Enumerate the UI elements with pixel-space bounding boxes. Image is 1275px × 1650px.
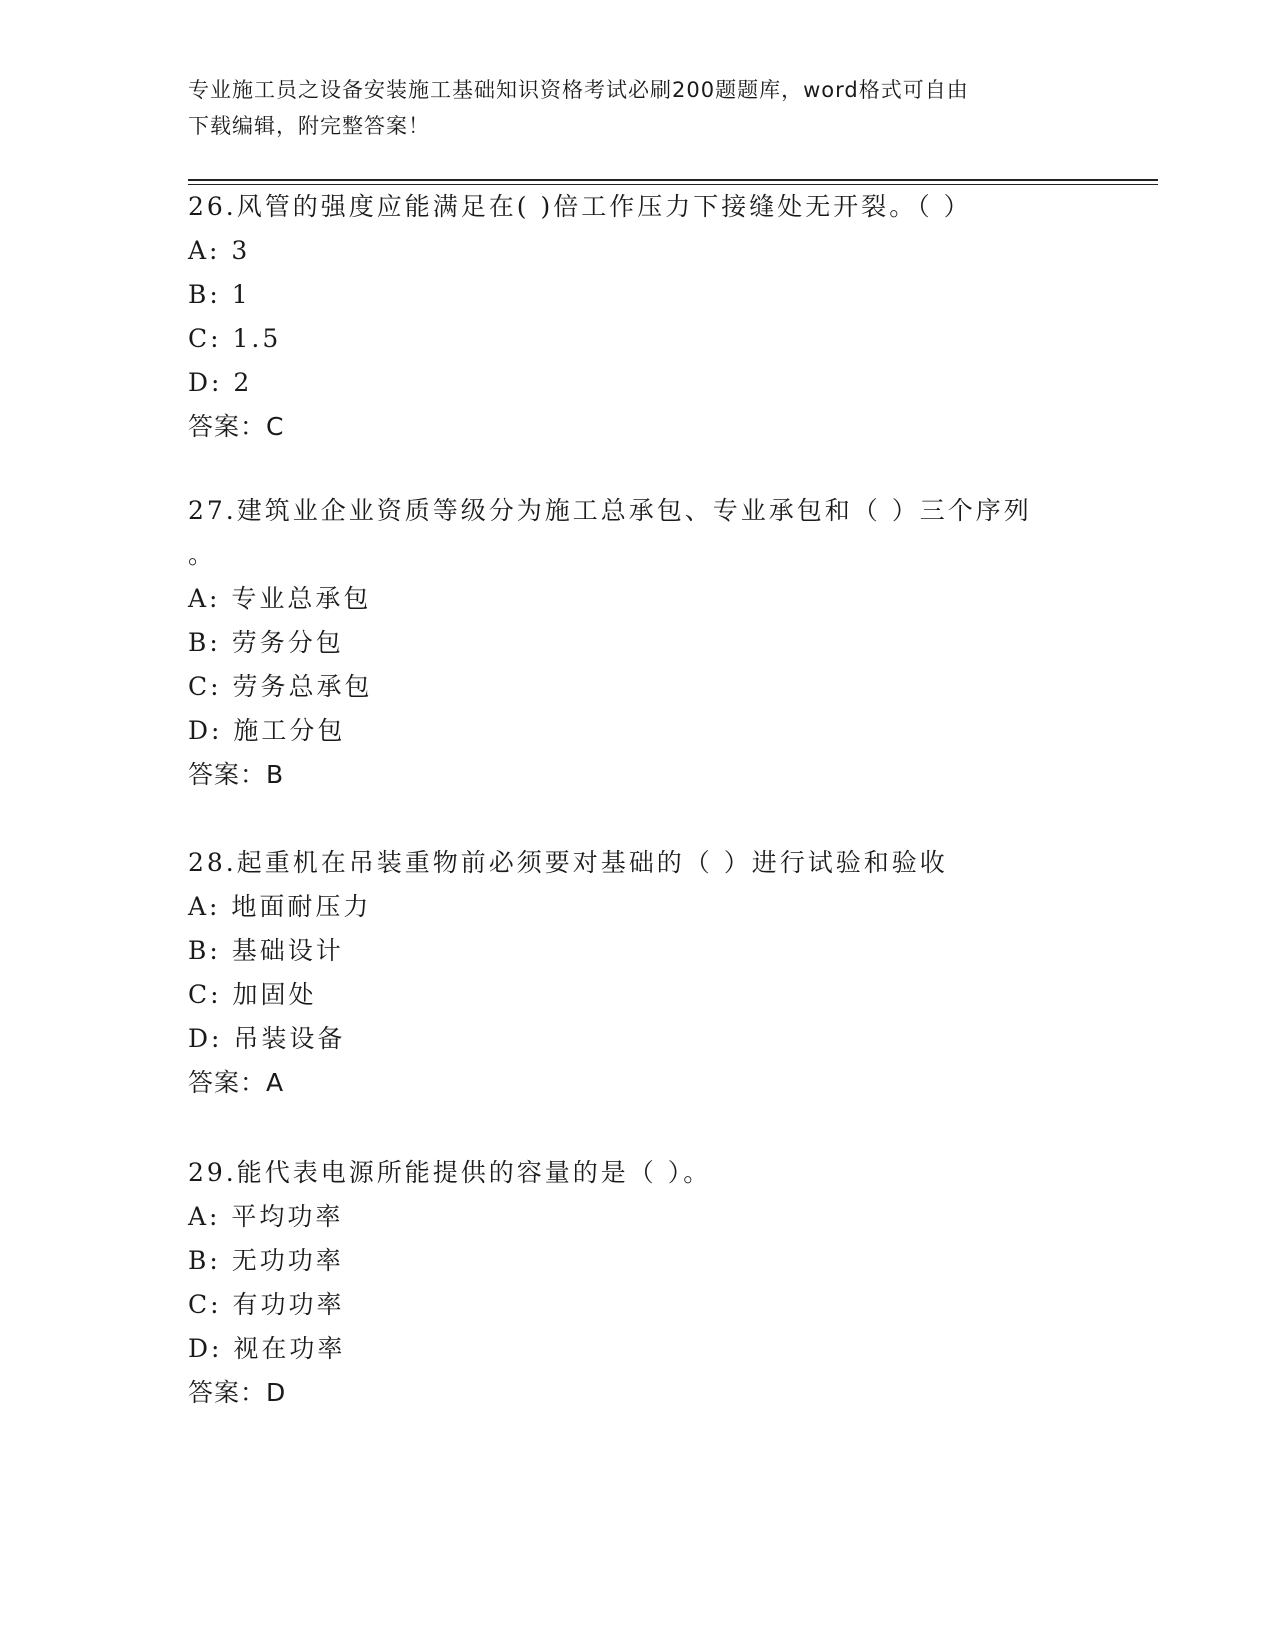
header-line-2: 下载编辑，附完整答案！ bbox=[188, 114, 430, 138]
option-c: C: 1.5 bbox=[188, 324, 282, 353]
option-d: D: 吊装设备 bbox=[188, 1024, 346, 1053]
document-header bbox=[188, 72, 1068, 144]
question-stem: 28.起重机在吊装重物前必须要对基础的（ ）进行试验和验收 bbox=[188, 848, 948, 877]
question-stem-continuation: 。 bbox=[188, 540, 217, 569]
question-stem: 26.风管的强度应能满足在( )倍工作压力下接缝处无开裂。（ ） bbox=[188, 192, 972, 221]
option-c: C: 劳务总承包 bbox=[188, 672, 373, 701]
option-b: B: 劳务分包 bbox=[188, 628, 344, 657]
answer: 答案：B bbox=[188, 760, 285, 789]
option-c: C: 加固处 bbox=[188, 980, 317, 1009]
question-stem: 29.能代表电源所能提供的容量的是（ ）。 bbox=[188, 1158, 712, 1187]
header-divider-thin bbox=[188, 184, 1158, 185]
option-a: A: 平均功率 bbox=[188, 1202, 344, 1231]
answer: 答案：A bbox=[188, 1068, 285, 1097]
answer: 答案：C bbox=[188, 412, 285, 441]
option-c: C: 有功功率 bbox=[188, 1290, 345, 1319]
option-b: B: 无功功率 bbox=[188, 1246, 344, 1275]
option-a: A: 3 bbox=[188, 236, 251, 265]
option-a: A: 地面耐压力 bbox=[188, 892, 372, 921]
option-d: D: 视在功率 bbox=[188, 1334, 346, 1363]
option-b: B: 基础设计 bbox=[188, 936, 344, 965]
header-line-1: 专业施工员之设备安装施工基础知识资格考试必刷200题题库，word格式可自由 bbox=[188, 78, 969, 102]
option-d: D: 施工分包 bbox=[188, 716, 346, 745]
header-divider-thick bbox=[188, 179, 1158, 181]
answer: 答案：D bbox=[188, 1378, 287, 1407]
question-stem: 27.建筑业企业资质等级分为施工总承包、专业承包和（ ）三个序列 bbox=[188, 496, 1032, 525]
option-d: D: 2 bbox=[188, 368, 253, 397]
option-b: B: 1 bbox=[188, 280, 251, 309]
option-a: A: 专业总承包 bbox=[188, 584, 372, 613]
